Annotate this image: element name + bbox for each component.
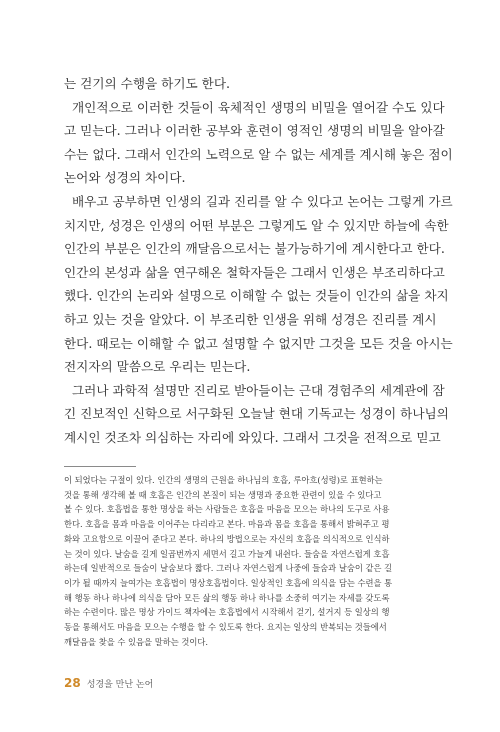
page-number: 28 [64,676,81,690]
page-footer [64,676,153,690]
footnote-line: 화와 고요함으로 이끌어 준다고 본다. 하나의 방법으로는 자신의 호흡을 의식적으로 인식하 [64,533,390,544]
footnote-line: 깨달음을 찾을 수 있음을 말하는 것이다. [64,636,209,647]
text-line: 인간의 부분은 인간의 깨달음으로서는 불가능하기에 계시한다고 한다. [64,241,445,257]
paragraph [64,96,453,190]
text-line: 수는 없다. 그래서 인간의 노력으로 알 수 없는 세계를 계시해 놓은 점이 [64,146,453,162]
footnote-line: 이 되었다는 구절이 있다. 인간의 생명의 근원을 하나님의 호흡, 루아흐(성령)로 표현하는 [64,475,383,485]
footnote-divider [64,466,136,467]
text-line: 고 믿는다. 그러나 이러한 공부와 훈련이 영적인 생명의 비밀을 알아갈 [64,123,445,139]
text-line: 전지자의 말씀으로 우리는 믿는다. [64,359,251,375]
text-line: 배우고 공부하면 인생의 길과 진리를 알 수 있다고 논어는 그렇게 가르 [64,193,453,209]
text-line: 개인적으로 이러한 것들이 육체적인 생명의 비밀을 열어갈 수도 있다 [64,99,445,115]
text-line: 인간의 본성과 삶을 연구해온 철학자들은 그래서 인생은 부조리하다고 [64,264,445,280]
text-line: 그러나 과학적 설명만 진리로 받아들이는 근대 경험주의 세계관에 잠 [64,382,445,398]
footnote-line: 동을 통해서도 마음을 모으는 수행을 할 수 있도록 한다. 요지는 일상의 반복되는 것들에서 [64,622,387,633]
text-line: 하고 있는 것을 알았다. 이 부조리한 인생을 위해 성경은 진리를 계시 [64,311,437,327]
footnote-line: 하는데 일반적으로 들숨이 날숨보다 짧다. 그러나 자연스럽게 나중에 들숨과 날숨이 같은 길 [64,563,393,574]
footnote [64,473,440,649]
paragraph [64,190,453,379]
main-text [64,72,453,450]
footnote-line: 이가 될 때까지 늘여가는 호흡법이 명상호흡법이다. 일상적인 호흡에 의식을 담는 수련을 통 [64,577,393,588]
footnote-line: 볼 수 있다. 호흡법을 통한 명상을 하는 사람들은 호흡을 마음을 모으는 하나의 도구로 사용 [64,504,390,515]
paragraph [64,72,440,96]
running-title: 성경을 만난 논어 [86,680,154,690]
text-line: 한다. 때로는 이해할 수 없고 설명할 수 없지만 그것을 모든 것을 아시는 [64,335,453,351]
footnote-line: 한다. 호흡을 몸과 마음을 이어주는 다리라고 본다. 마음과 몸을 호흡을 통해서 밝혀주고 평 [64,519,390,530]
paragraph [64,379,449,450]
text-line: 치지만, 성경은 인생의 어떤 부분은 그렇게도 알 수 있지만 하늘에 속한 [64,217,449,233]
text-line: 했다. 인간의 논리와 설명으로 이해할 수 없는 것들이 인간의 삶을 차지 [64,288,449,304]
text-line: 계시인 것조차 의심하는 자리에 와있다. 그래서 그것을 전적으로 믿고 [64,429,441,445]
footnote-line: 것을 통해 생각해 볼 때 호흡은 인간의 본질이 되는 생명과 중요한 관련이 있을 수 있다고 [64,489,382,500]
text-line: 논어와 성경의 차이다. [64,170,186,186]
text-line: 는 걷기의 수행을 하기도 한다. [64,76,231,91]
footnote-line: 는 것이 있다. 날숨을 길게 일곱번까지 세면서 길고 가늘게 내쉰다. 들숨을 자연스럽게 호흡 [64,548,390,559]
footnote-line: 해 행동 하나 하나에 의식을 담아 모든 삶의 행동 하나 하나를 소중히 여기는 자세를 갖도록 [64,592,390,603]
footnote-line: 하는 수련이다. 많은 명상 가이드 책자에는 호흡법에서 시작해서 걷기, 설거지 등 일상의 행 [64,607,390,618]
text-line: 긴 진보적인 신학으로 서구화된 오늘날 현대 기독교는 성경이 하나님의 [64,406,449,422]
